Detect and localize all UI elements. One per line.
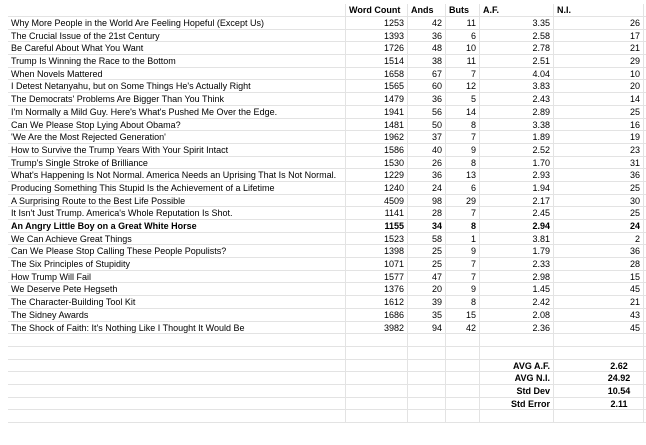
cell-buts[interactable]: 11: [446, 17, 480, 29]
cell-ands[interactable]: 60: [408, 80, 446, 92]
cell-word-count[interactable]: 1393: [346, 30, 408, 42]
table-row: [8, 322, 646, 335]
cell-title[interactable]: What's Happening Is Not Normal. America Needs an Uprising That Is Not Normal.: [8, 169, 346, 181]
empty-cell[interactable]: [8, 360, 346, 372]
cell-title[interactable]: The Character-Building Tool Kit: [8, 296, 346, 308]
empty-cell[interactable]: [8, 334, 346, 346]
table-row: [8, 207, 646, 220]
table-row: [8, 17, 646, 30]
cell-af[interactable]: 2.33: [480, 258, 554, 270]
spreadsheet-grid: [8, 4, 646, 423]
empty-cell[interactable]: [346, 372, 408, 384]
cell-title[interactable]: When Novels Mattered: [8, 68, 346, 80]
cell-buts[interactable]: 8: [446, 157, 480, 169]
cell-buts[interactable]: 6: [446, 182, 480, 194]
empty-cell[interactable]: [408, 398, 446, 410]
cell-title[interactable]: We Deserve Pete Hegseth: [8, 283, 346, 295]
header-cell-title[interactable]: [8, 4, 346, 16]
cell-ni[interactable]: 29: [554, 55, 644, 67]
empty-cell[interactable]: [408, 410, 446, 422]
cell-word-count[interactable]: 4509: [346, 195, 408, 207]
cell-word-count[interactable]: 1658: [346, 68, 408, 80]
cell-af[interactable]: 1.70: [480, 157, 554, 169]
cell-af[interactable]: 2.17: [480, 195, 554, 207]
cell-af[interactable]: 1.89: [480, 131, 554, 143]
table-row: [8, 80, 646, 93]
cell-ni[interactable]: 21: [554, 296, 644, 308]
cell-af[interactable]: 3.81: [480, 233, 554, 245]
table-row: [8, 309, 646, 322]
cell-title[interactable]: 'We Are the Most Rejected Generation': [8, 131, 346, 143]
cell-ands[interactable]: 67: [408, 68, 446, 80]
cell-word-count[interactable]: 1565: [346, 80, 408, 92]
cell-af[interactable]: 1.45: [480, 283, 554, 295]
cell-title[interactable]: The Crucial Issue of the 21st Century: [8, 30, 346, 42]
cell-af[interactable]: 2.98: [480, 271, 554, 283]
empty-cell[interactable]: [8, 372, 346, 384]
empty-cell[interactable]: [554, 334, 644, 346]
empty-cell[interactable]: [408, 334, 446, 346]
cell-ni[interactable]: 25: [554, 106, 644, 118]
table-row: [8, 42, 646, 55]
cell-buts[interactable]: 8: [446, 220, 480, 232]
header-cell-ni[interactable]: N.I.: [554, 4, 644, 16]
cell-ni[interactable]: 30: [554, 195, 644, 207]
table-row: [8, 131, 646, 144]
cell-ni[interactable]: 17: [554, 30, 644, 42]
table-row: [8, 93, 646, 106]
empty-row: [8, 334, 646, 347]
empty-row: [8, 347, 646, 360]
cell-ni[interactable]: 21: [554, 42, 644, 54]
empty-cell[interactable]: [480, 410, 554, 422]
cell-title[interactable]: The Six Principles of Stupidity: [8, 258, 346, 270]
table-row: [8, 283, 646, 296]
cell-ands[interactable]: 34: [408, 220, 446, 232]
cell-ni[interactable]: 36: [554, 169, 644, 181]
cell-title[interactable]: Producing Something This Stupid Is the Achievement of a Lifetime: [8, 182, 346, 194]
empty-cell[interactable]: [8, 410, 346, 422]
cell-ands[interactable]: 36: [408, 169, 446, 181]
cell-buts[interactable]: 9: [446, 283, 480, 295]
table-row: [8, 233, 646, 246]
empty-cell[interactable]: [446, 360, 480, 372]
cell-af[interactable]: 4.04: [480, 68, 554, 80]
empty-cell[interactable]: [554, 410, 644, 422]
table-row: [8, 271, 646, 284]
empty-cell[interactable]: [8, 347, 346, 359]
cell-title[interactable]: A Surprising Route to the Best Life Possible: [8, 195, 346, 207]
empty-row: [8, 410, 646, 423]
cell-ands[interactable]: 26: [408, 157, 446, 169]
header-cell-buts[interactable]: Buts: [446, 4, 480, 16]
cell-title[interactable]: Trump's Single Stroke of Brilliance: [8, 157, 346, 169]
header-cell-ands[interactable]: Ands: [408, 4, 446, 16]
cell-ands[interactable]: 42: [408, 17, 446, 29]
cell-word-count[interactable]: 1479: [346, 93, 408, 105]
header-row: [8, 4, 646, 17]
cell-buts[interactable]: 8: [446, 119, 480, 131]
empty-cell[interactable]: [446, 347, 480, 359]
cell-af[interactable]: 3.38: [480, 119, 554, 131]
table-row: [8, 220, 646, 233]
cell-ands[interactable]: 36: [408, 30, 446, 42]
empty-cell[interactable]: [446, 385, 480, 397]
cell-title[interactable]: Can We Please Stop Lying About Obama?: [8, 119, 346, 131]
cell-ands[interactable]: 39: [408, 296, 446, 308]
cell-ands[interactable]: 28: [408, 207, 446, 219]
summary-row: [8, 372, 646, 385]
cell-ands[interactable]: 98: [408, 195, 446, 207]
summary-value-cell[interactable]: [554, 385, 644, 397]
empty-cell[interactable]: [480, 347, 554, 359]
cell-ni[interactable]: 36: [554, 245, 644, 257]
cell-title[interactable]: How to Survive the Trump Years With Your Spirit Intact: [8, 144, 346, 156]
cell-word-count[interactable]: 1586: [346, 144, 408, 156]
table-row: [8, 119, 646, 132]
cell-word-count[interactable]: 1376: [346, 283, 408, 295]
cell-af[interactable]: 2.89: [480, 106, 554, 118]
summary-rows: [8, 360, 646, 411]
cell-title[interactable]: The Sidney Awards: [8, 309, 346, 321]
cell-af[interactable]: 2.93: [480, 169, 554, 181]
cell-ni[interactable]: 28: [554, 258, 644, 270]
cell-ands[interactable]: 47: [408, 271, 446, 283]
empty-cell[interactable]: [480, 334, 554, 346]
table-row: [8, 55, 646, 68]
cell-buts[interactable]: 5: [446, 93, 480, 105]
cell-af[interactable]: 2.78: [480, 42, 554, 54]
cell-word-count[interactable]: 1155: [346, 220, 408, 232]
cell-af[interactable]: 2.52: [480, 144, 554, 156]
cell-af[interactable]: 2.58: [480, 30, 554, 42]
cell-title[interactable]: How Trump Will Fail: [8, 271, 346, 283]
cell-ands[interactable]: 50: [408, 119, 446, 131]
cell-ni[interactable]: 2: [554, 233, 644, 245]
empty-cell[interactable]: [446, 398, 480, 410]
summary-value-cell[interactable]: [554, 360, 644, 372]
summary-label[interactable]: AVG N.I.: [480, 372, 554, 384]
cell-ands[interactable]: 20: [408, 283, 446, 295]
header-cell-af[interactable]: A.F.: [480, 4, 554, 16]
cell-ni[interactable]: 45: [554, 322, 644, 334]
cell-af[interactable]: 1.79: [480, 245, 554, 257]
summary-value: 2.11: [610, 398, 628, 409]
empty-cell[interactable]: [446, 410, 480, 422]
cell-word-count[interactable]: 1726: [346, 42, 408, 54]
cell-title[interactable]: Can We Please Stop Calling These People Populists?: [8, 245, 346, 257]
header-cell-word-count[interactable]: Word Count: [346, 4, 408, 16]
table-row: [8, 245, 646, 258]
cell-buts[interactable]: 1: [446, 233, 480, 245]
cell-buts[interactable]: 15: [446, 309, 480, 321]
cell-word-count[interactable]: 1253: [346, 17, 408, 29]
cell-ni[interactable]: 25: [554, 207, 644, 219]
cell-title[interactable]: An Angry Little Boy on a Great White Horse: [8, 220, 346, 232]
cell-af[interactable]: 2.42: [480, 296, 554, 308]
cell-word-count[interactable]: 3982: [346, 322, 408, 334]
cell-ni[interactable]: 31: [554, 157, 644, 169]
cell-af[interactable]: 2.94: [480, 220, 554, 232]
cell-ni[interactable]: 24: [554, 220, 644, 232]
cell-ands[interactable]: 56: [408, 106, 446, 118]
empty-cell[interactable]: [346, 410, 408, 422]
cell-af[interactable]: 2.43: [480, 93, 554, 105]
cell-ands[interactable]: 94: [408, 322, 446, 334]
cell-ands[interactable]: 25: [408, 258, 446, 270]
cell-ands[interactable]: 40: [408, 144, 446, 156]
cell-buts[interactable]: 7: [446, 131, 480, 143]
cell-buts[interactable]: 7: [446, 271, 480, 283]
cell-title[interactable]: I Detest Netanyahu, but on Some Things He's Actually Right: [8, 80, 346, 92]
cell-af[interactable]: 2.36: [480, 322, 554, 334]
cell-ands[interactable]: 25: [408, 245, 446, 257]
cell-word-count[interactable]: 1941: [346, 106, 408, 118]
cell-ni[interactable]: 14: [554, 93, 644, 105]
summary-label[interactable]: Std Dev: [480, 385, 554, 397]
table-row: [8, 258, 646, 271]
summary-label[interactable]: Std Error: [480, 398, 554, 410]
summary-row: [8, 385, 646, 398]
cell-word-count[interactable]: 1514: [346, 55, 408, 67]
cell-word-count[interactable]: 1481: [346, 119, 408, 131]
empty-cell[interactable]: [346, 385, 408, 397]
table-row: [8, 68, 646, 81]
cell-word-count[interactable]: 1240: [346, 182, 408, 194]
cell-title[interactable]: Be Careful About What You Want: [8, 42, 346, 54]
cell-buts[interactable]: 29: [446, 195, 480, 207]
cell-title[interactable]: I'm Normally a Mild Guy. Here's What's Pushed Me Over the Edge.: [8, 106, 346, 118]
cell-buts[interactable]: 12: [446, 80, 480, 92]
cell-word-count[interactable]: 1523: [346, 233, 408, 245]
cell-title[interactable]: It Isn't Just Trump. America's Whole Reputation Is Shot.: [8, 207, 346, 219]
cell-ni[interactable]: 25: [554, 182, 644, 194]
cell-buts[interactable]: 7: [446, 68, 480, 80]
cell-ni[interactable]: 10: [554, 68, 644, 80]
empty-cell[interactable]: [346, 360, 408, 372]
cell-buts[interactable]: 14: [446, 106, 480, 118]
cell-word-count[interactable]: 1612: [346, 296, 408, 308]
empty-cell[interactable]: [408, 347, 446, 359]
summary-value: 2.62: [610, 360, 628, 371]
summary-value: 10.54: [607, 385, 631, 396]
cell-ni[interactable]: 26: [554, 17, 644, 29]
table-row: [8, 144, 646, 157]
cell-af[interactable]: 2.45: [480, 207, 554, 219]
table-row: [8, 169, 646, 182]
cell-af[interactable]: 2.51: [480, 55, 554, 67]
empty-cell[interactable]: [346, 334, 408, 346]
summary-value-cell[interactable]: [554, 372, 644, 384]
cell-ni[interactable]: 20: [554, 80, 644, 92]
cell-ni[interactable]: 16: [554, 119, 644, 131]
table-row: [8, 157, 646, 170]
empty-cell[interactable]: [446, 372, 480, 384]
cell-buts[interactable]: 9: [446, 245, 480, 257]
cell-title[interactable]: We Can Achieve Great Things: [8, 233, 346, 245]
empty-cell[interactable]: [408, 385, 446, 397]
cell-ands[interactable]: 58: [408, 233, 446, 245]
table-row: [8, 106, 646, 119]
cell-word-count[interactable]: 1398: [346, 245, 408, 257]
cell-buts[interactable]: 11: [446, 55, 480, 67]
cell-buts[interactable]: 42: [446, 322, 480, 334]
empty-cell[interactable]: [8, 385, 346, 397]
cell-buts[interactable]: 10: [446, 42, 480, 54]
cell-buts[interactable]: 8: [446, 296, 480, 308]
cell-ni[interactable]: 43: [554, 309, 644, 321]
cell-buts[interactable]: 7: [446, 207, 480, 219]
data-rows: [8, 17, 646, 334]
cell-ands[interactable]: 36: [408, 93, 446, 105]
cell-ands[interactable]: 48: [408, 42, 446, 54]
table-row: [8, 296, 646, 309]
cell-word-count[interactable]: 1686: [346, 309, 408, 321]
cell-word-count[interactable]: 1530: [346, 157, 408, 169]
cell-title[interactable]: The Democrats' Problems Are Bigger Than You Think: [8, 93, 346, 105]
cell-word-count[interactable]: 1229: [346, 169, 408, 181]
empty-cell[interactable]: [408, 360, 446, 372]
empty-cell[interactable]: [446, 334, 480, 346]
cell-buts[interactable]: 6: [446, 30, 480, 42]
cell-af[interactable]: 2.08: [480, 309, 554, 321]
cell-ands[interactable]: 35: [408, 309, 446, 321]
summary-value-cell[interactable]: [554, 398, 644, 410]
cell-ands[interactable]: 24: [408, 182, 446, 194]
cell-word-count[interactable]: 1071: [346, 258, 408, 270]
cell-buts[interactable]: 9: [446, 144, 480, 156]
cell-title[interactable]: The Shock of Faith: It's Nothing Like I Thought It Would Be: [8, 322, 346, 334]
cell-ands[interactable]: 38: [408, 55, 446, 67]
empty-cell[interactable]: [346, 398, 408, 410]
summary-row: [8, 398, 646, 411]
empty-cell[interactable]: [554, 347, 644, 359]
cell-af[interactable]: 3.83: [480, 80, 554, 92]
cell-af[interactable]: 3.35: [480, 17, 554, 29]
cell-title[interactable]: Trump Is Winning the Race to the Bottom: [8, 55, 346, 67]
cell-ni[interactable]: 45: [554, 283, 644, 295]
empty-cell[interactable]: [346, 347, 408, 359]
cell-word-count[interactable]: 1577: [346, 271, 408, 283]
cell-word-count[interactable]: 1141: [346, 207, 408, 219]
cell-title[interactable]: Why More People in the World Are Feeling Hopeful (Except Us): [8, 17, 346, 29]
cell-ands[interactable]: 37: [408, 131, 446, 143]
table-row: [8, 195, 646, 208]
cell-buts[interactable]: 13: [446, 169, 480, 181]
summary-row: [8, 360, 646, 373]
empty-cell[interactable]: [408, 372, 446, 384]
table-row: [8, 182, 646, 195]
cell-ni[interactable]: 19: [554, 131, 644, 143]
cell-af[interactable]: 1.94: [480, 182, 554, 194]
cell-word-count[interactable]: 1962: [346, 131, 408, 143]
summary-value: 24.92: [607, 373, 631, 384]
table-row: [8, 30, 646, 43]
cell-ni[interactable]: 15: [554, 271, 644, 283]
summary-label[interactable]: AVG A.F.: [480, 360, 554, 372]
empty-cell[interactable]: [8, 398, 346, 410]
cell-ni[interactable]: 23: [554, 144, 644, 156]
cell-buts[interactable]: 7: [446, 258, 480, 270]
